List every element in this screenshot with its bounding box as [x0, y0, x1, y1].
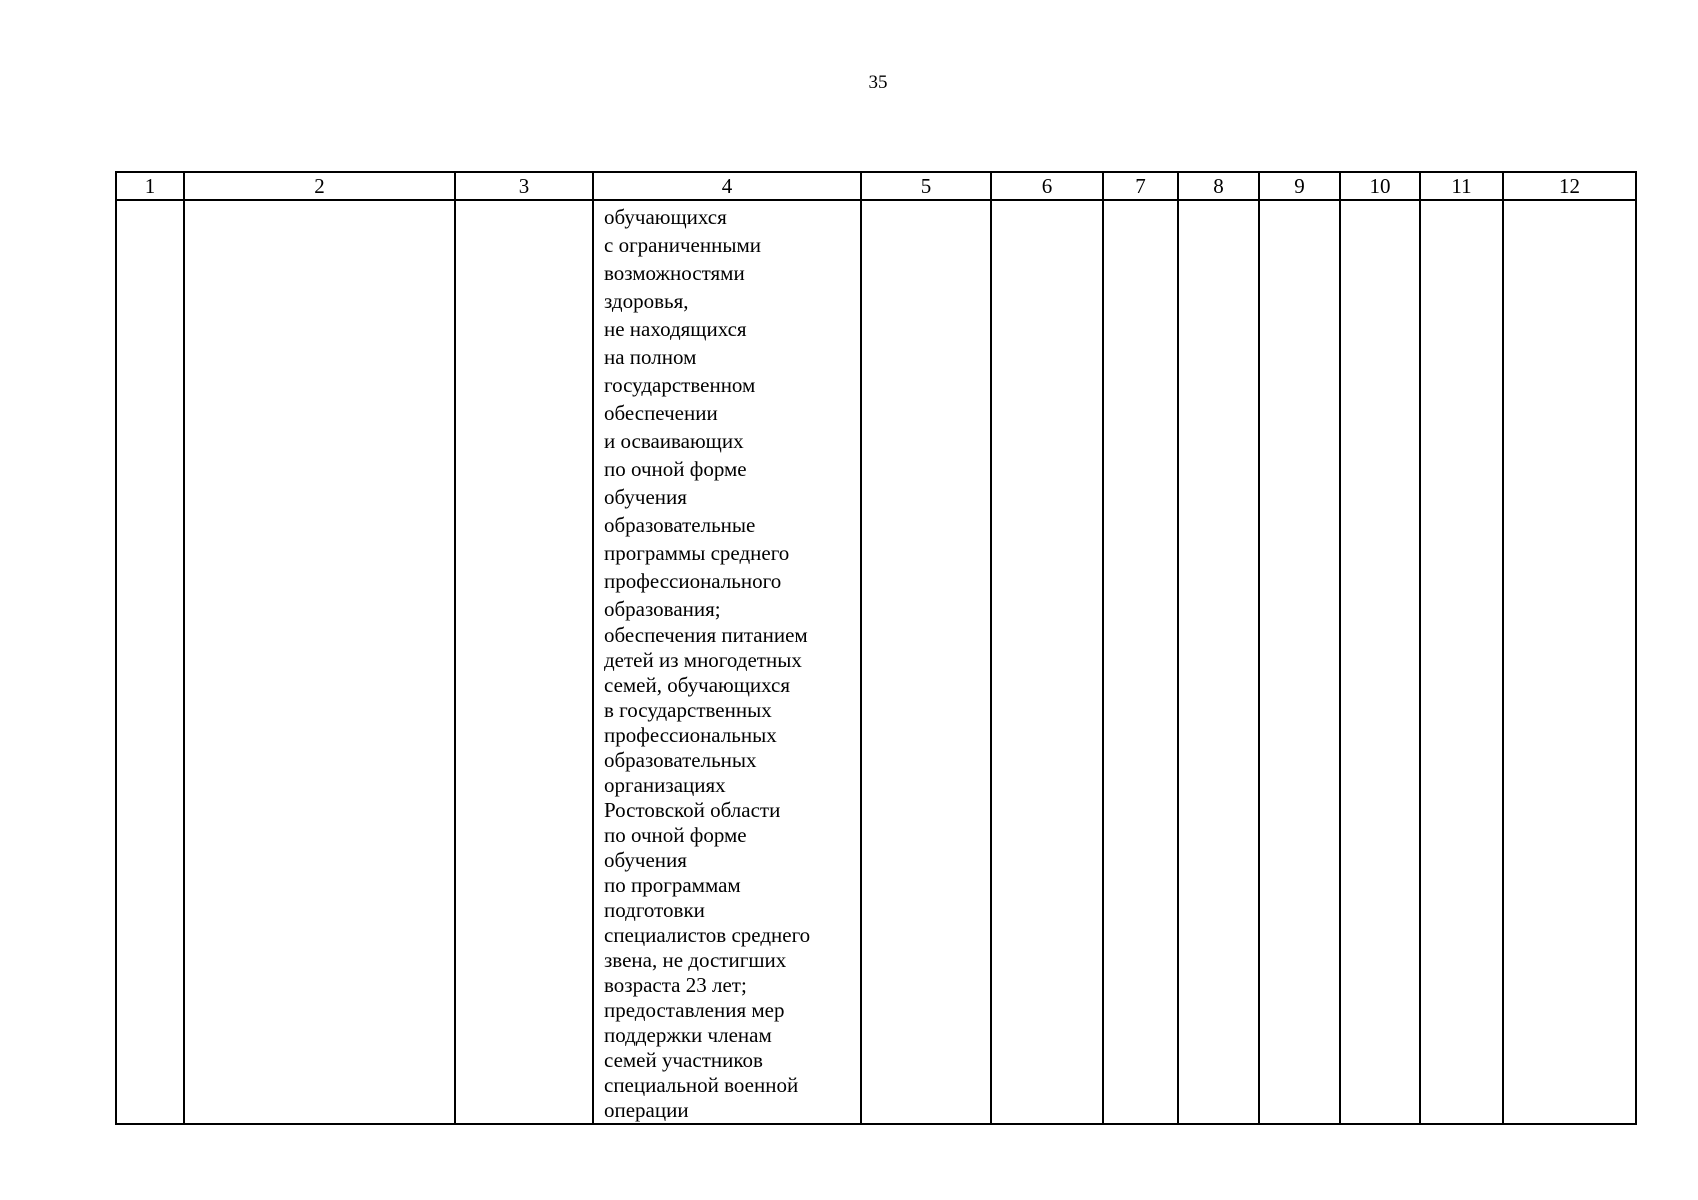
table-cell-4	[593, 200, 861, 1124]
description-line: образовательные	[604, 513, 756, 537]
table-row	[116, 200, 1636, 1124]
table-cell-1	[116, 200, 184, 1124]
column-header-1: 1	[116, 172, 184, 200]
table-cell-12	[1503, 200, 1636, 1124]
description-line: специалистов среднего	[604, 923, 811, 947]
description-line: специальной военной	[604, 1073, 799, 1097]
table-cell-3	[455, 200, 593, 1124]
table-cell-2	[184, 200, 455, 1124]
description-line: с ограниченными	[604, 233, 761, 257]
table-cell-11	[1420, 200, 1503, 1124]
column-header-2: 2	[184, 172, 455, 200]
description-line: операции	[604, 1098, 689, 1122]
column-header-11: 11	[1420, 172, 1503, 200]
description-line: обучения	[604, 485, 687, 509]
description-line: по очной форме	[604, 823, 747, 847]
description-line: семей, обучающихся	[604, 673, 790, 697]
description-line: детей из многодетных	[604, 648, 802, 672]
column-header-9: 9	[1259, 172, 1340, 200]
table-cell-7	[1103, 200, 1178, 1124]
column-header-7: 7	[1103, 172, 1178, 200]
table-cell-9	[1259, 200, 1340, 1124]
description-line: образовательных	[604, 748, 757, 772]
table-cell-10	[1340, 200, 1420, 1124]
description-line: по программам	[604, 873, 741, 897]
description-line: обучающихся	[604, 205, 727, 229]
data-table	[115, 171, 1637, 1125]
description-line: Ростовской области	[604, 798, 781, 822]
description-line: организациях	[604, 773, 726, 797]
column-header-6: 6	[991, 172, 1103, 200]
description-line: программы среднего	[604, 541, 790, 565]
description-line: обеспечении	[604, 401, 718, 425]
column-header-12: 12	[1503, 172, 1636, 200]
header-row	[116, 172, 1636, 200]
table-cell-5	[861, 200, 991, 1124]
description-line: в государственных	[604, 698, 772, 722]
description-line: обучения	[604, 848, 687, 872]
table-cell-8	[1178, 200, 1259, 1124]
description-line: поддержки членам	[604, 1023, 772, 1047]
column-header-3: 3	[455, 172, 593, 200]
description-line: профессиональных	[604, 723, 777, 747]
page-number: 35	[868, 72, 888, 93]
description-line: не находящихся	[604, 317, 747, 341]
column-header-4: 4	[593, 172, 861, 200]
description-line: государственном	[604, 373, 756, 397]
description-line: возможностями	[604, 261, 745, 285]
description-line: звена, не достигших	[604, 948, 787, 972]
column-header-10: 10	[1340, 172, 1420, 200]
description-line: подготовки	[604, 898, 705, 922]
description-line: обеспечения питанием	[604, 623, 808, 647]
description-line: профессионального	[604, 569, 782, 593]
measure-description	[594, 201, 860, 1123]
column-header-5: 5	[861, 172, 991, 200]
description-line: семей участников	[604, 1048, 763, 1072]
table-cell-6	[991, 200, 1103, 1124]
description-line: предоставления мер	[604, 998, 785, 1022]
column-header-8: 8	[1178, 172, 1259, 200]
description-line: возраста 23 лет;	[604, 973, 747, 997]
description-line: здоровья,	[604, 289, 689, 313]
description-line: на полном	[604, 345, 697, 369]
description-line: по очной форме	[604, 457, 747, 481]
description-line: и осваивающих	[604, 429, 744, 453]
description-line: образования;	[604, 597, 721, 621]
